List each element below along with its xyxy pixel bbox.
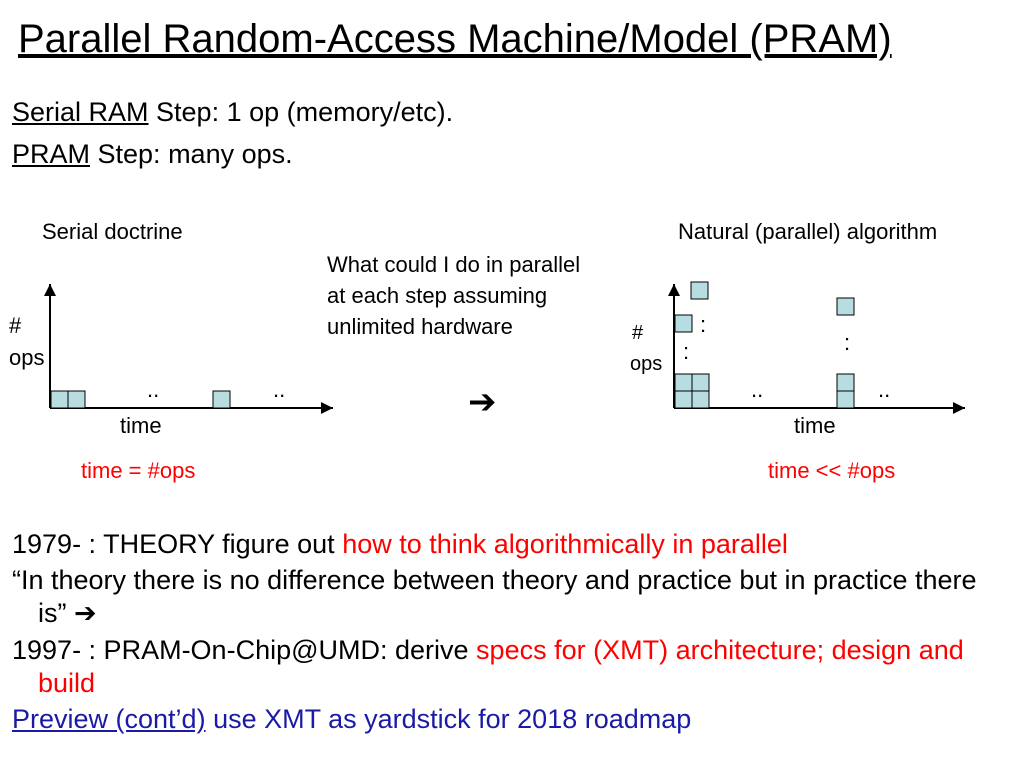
left-op-box (68, 391, 85, 408)
left-ellipsis-1: .. (147, 377, 160, 402)
bullet-list (12, 528, 1012, 739)
bullet-1997 (12, 634, 1012, 699)
right-arrow-icon: ➔ (468, 382, 497, 422)
left-y-label-hash: # (9, 313, 22, 338)
bullet-1997-highlight: specs for (XMT) architecture; design and build (38, 635, 964, 698)
right-op-box (675, 391, 692, 408)
serial-ram-label: Serial RAM (12, 97, 149, 127)
pram-label: PRAM (12, 139, 91, 169)
right-colon-1: : (700, 312, 707, 337)
bullet-quote-text: “In theory there is no difference between theory and practice but in practice there is” (12, 565, 977, 628)
right-ellipsis-1: .. (751, 377, 764, 402)
left-ellipsis-2: .. (273, 377, 286, 402)
bullet-1979-highlight: how to think algorithmically in parallel (342, 529, 788, 559)
right-y-label-ops: ops (630, 353, 663, 375)
bullet-quote (12, 564, 1012, 630)
right-colon-2: : (683, 339, 690, 364)
serial-ram-text: Step: 1 op (memory/etc). (148, 97, 454, 127)
right-x-label: time (794, 413, 836, 438)
right-op-box (837, 298, 854, 315)
bullet-1997-text: 1997- : PRAM-On-Chip@UMD: derive (12, 635, 477, 666)
right-op-box (691, 282, 708, 299)
bullet-1979 (12, 528, 1012, 560)
left-x-label: time (120, 413, 162, 438)
quote-arrow-icon: ➔ (74, 597, 97, 629)
question-line-2: at each step assuming (327, 282, 548, 308)
left-caption: time = #ops (81, 458, 196, 483)
preview-link[interactable]: Preview (cont’d) (12, 703, 206, 734)
question-line-3: unlimited hardware (327, 313, 513, 339)
bullet-preview (12, 703, 1012, 735)
left-diagram-heading: Serial doctrine (42, 219, 183, 244)
right-op-box (675, 315, 692, 332)
right-op-box (837, 374, 854, 391)
left-op-box (51, 391, 68, 408)
right-y-label-hash: # (632, 322, 644, 344)
left-op-box (213, 391, 230, 408)
right-op-box (692, 374, 709, 391)
page-title: Parallel Random-Access Machine/Model (PRAM) (18, 17, 892, 61)
left-y-label-ops: ops (9, 345, 45, 370)
right-op-box (675, 374, 692, 391)
pram-text: Step: many ops. (90, 139, 293, 169)
right-colon-3: : (844, 330, 851, 355)
right-op-box (837, 391, 854, 408)
bullet-preview-text: use XMT as yardstick for 2018 roadmap (205, 703, 692, 734)
right-caption: time << #ops (768, 458, 896, 483)
right-ellipsis-2: .. (878, 377, 891, 402)
right-op-box (692, 391, 709, 408)
question-line-1: What could I do in parallel (327, 252, 581, 277)
parallel-question (327, 250, 580, 342)
right-diagram-heading: Natural (parallel) algorithm (678, 219, 938, 244)
bullet-1979-text: 1979- : THEORY figure out (12, 529, 343, 559)
